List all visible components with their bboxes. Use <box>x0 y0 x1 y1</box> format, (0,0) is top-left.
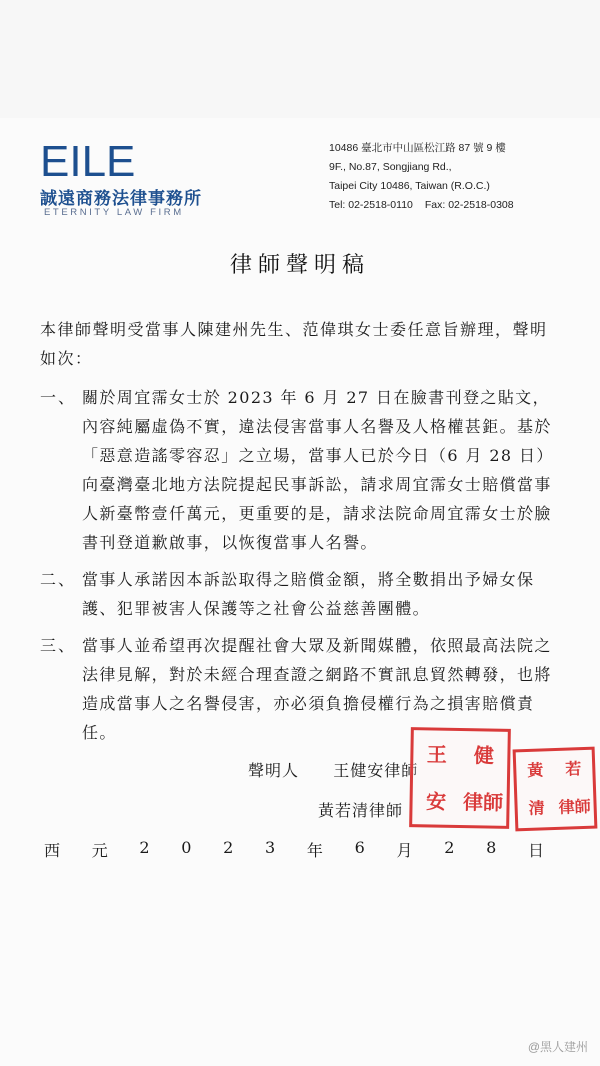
date-char: 年 <box>306 841 323 860</box>
date-char: 日 <box>527 841 544 860</box>
date-char: 2 <box>444 838 455 857</box>
address-english-line-1: 9F., No.87, Songjiang Rd., <box>329 161 452 173</box>
seal-char: 若 <box>564 759 582 779</box>
item-text: 關於周宜霈女士於 2023 年 6 月 27 日在臉書刊登之貼文，內容純屬虛偽不實，違法侵害當事人名譽及人格權甚鉅。基於「惡意造謠零容忍」之立場，當事人已於今日（6 月 28 日）向臺灣臺北地方法院提起民事訴訟，請求周宜霈女士賠償當事人新臺幣壹仟萬元，更重要的是，請求法院命周宜霈女士於臉書刊登道歉啟事，以恢復當事人名譽。 <box>82 388 554 552</box>
item-number: 三、 <box>40 636 77 655</box>
seal-char: 律 師 <box>462 789 504 815</box>
telephone: Tel: 02-2518-0110 <box>329 199 413 211</box>
logo-english-name: ETERNITY LAW FIRM <box>44 207 184 218</box>
address-chinese: 10486 臺北市中山區松江路 87 號 9 樓 <box>329 142 506 154</box>
address-block <box>329 139 589 215</box>
signature-line-1 <box>248 758 418 781</box>
date-line <box>44 838 544 861</box>
contact-line <box>329 196 589 215</box>
date-char: 8 <box>486 838 497 857</box>
lawyer-name-1: 王健安律師 <box>333 761 419 780</box>
date-char: 2 <box>223 838 234 857</box>
signatory-label: 聲明人 <box>248 761 300 780</box>
seal-char: 健 <box>473 742 495 768</box>
address-english-line-2: Taipei City 10486, Taiwan (R.O.C.) <box>329 180 490 192</box>
date-char: 3 <box>265 838 276 857</box>
date-char: 西 <box>44 841 61 860</box>
item-number: 二、 <box>40 570 77 589</box>
date-char: 元 <box>91 841 108 860</box>
document-title: 律師聲明稿 <box>229 253 370 278</box>
firm-logo <box>40 137 240 220</box>
top-blank-band <box>0 0 600 118</box>
date-char: 0 <box>181 838 192 857</box>
seal-char: 王 <box>426 741 448 767</box>
logo-mark: EILE <box>40 137 136 186</box>
fax: Fax: 02-2518-0308 <box>424 199 514 211</box>
date-char: 6 <box>354 838 365 857</box>
seal-char: 黃 <box>526 760 544 780</box>
date-char: 月 <box>396 841 413 860</box>
lawyer-name-2: 黃若清律師 <box>318 801 404 820</box>
seal-char: 律 師 <box>558 796 591 817</box>
logo-firm-name: 誠遠商務法律事務所 <box>40 189 202 209</box>
item-text: 當事人並希望再次提醒社會大眾及新聞媒體，依照最高法院之法律見解，對於未經合理查證之網路不實訊息貿然轉發，也將造成當事人之名譽侵害，亦必須負擔侵權行為之損害賠償責任。 <box>82 636 552 742</box>
intro-paragraph: 本律師聲明受當事人陳建州先生、范偉琪女士委任意旨辦理，聲明如次： <box>40 320 548 368</box>
item-number: 一、 <box>40 388 77 407</box>
item-text: 當事人承諾因本訴訟取得之賠償金額，將全數捐出予婦女保護、犯罪被害人保護等之社會公益慈善團體。 <box>82 570 535 618</box>
date-char: 2 <box>139 838 150 857</box>
seal-stamp-2 <box>513 747 598 832</box>
signature-line-2 <box>318 798 403 821</box>
weibo-watermark: @黑人建州 <box>527 1040 588 1054</box>
seal-stamp-1 <box>409 727 511 829</box>
seal-char: 安 <box>425 788 447 814</box>
seal-char: 清 <box>528 798 545 818</box>
